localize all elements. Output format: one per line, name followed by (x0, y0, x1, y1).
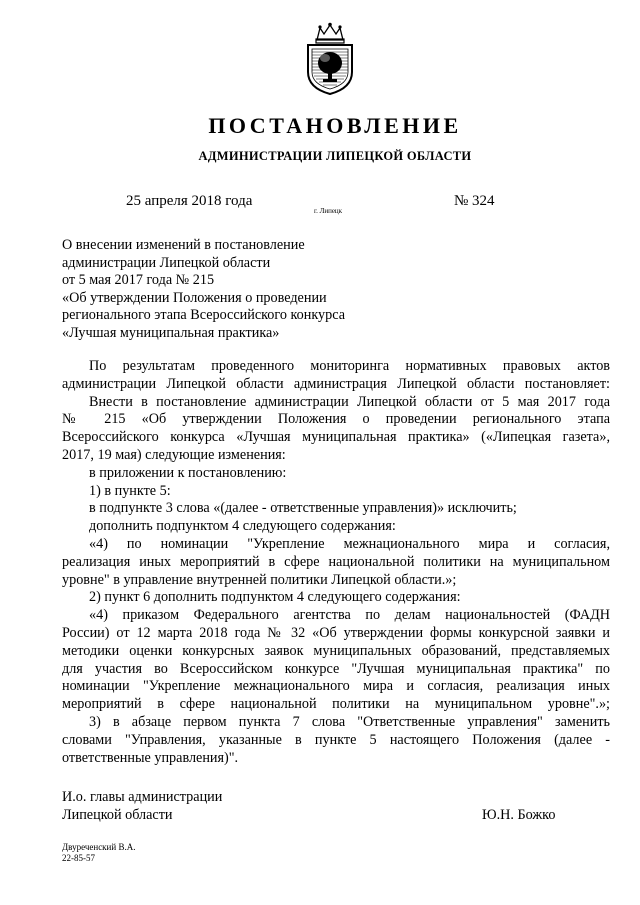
subject-line: администрации Липецкой области (62, 254, 271, 271)
signatory-role-line: Липецкой области (62, 807, 173, 823)
signatory-name: Ю.Н. Божко (482, 807, 556, 823)
body-line: в подпункте 3 слова «(далее - ответственные управления)» исключить; (89, 500, 517, 517)
subject-line: «Об утверждении Положения о проведении (62, 289, 327, 306)
body-line: России) от 12 марта 2018 года № 32 «Об утверждении формы конкурсной заявки и (62, 624, 610, 641)
document-city: г. Липецк (314, 207, 343, 215)
subject-line: от 5 мая 2017 года № 215 (62, 272, 215, 289)
signatory-role-line: И.о. главы администрации (62, 789, 223, 805)
body-line: 3) в абзаце первом пункта 7 слова "Ответственные управления" заменить (89, 713, 610, 730)
document-subject (62, 237, 402, 343)
subject-line: регионального этапа Всероссийского конкурса (62, 307, 345, 324)
body-line: реализация иных мероприятий в сфере национальной политики на муниципальном (62, 553, 610, 570)
body-line: ответственные управления)". (62, 749, 239, 766)
executor-phone: 22-85-57 (62, 853, 95, 863)
document-subtitle: АДМИНИСТРАЦИИ ЛИПЕЦКОЙ ОБЛАСТИ (198, 149, 472, 163)
body-line: Всероссийского конкурса «Лучшая муниципальная практика» («Липецкая газета», (62, 429, 610, 446)
document-title: ПОСТАНОВЛЕНИЕ (208, 113, 462, 138)
body-line: № 215 «Об утверждении Положения о проведении регионального этапа (62, 411, 610, 428)
body-line: «4) по номинации "Укрепление межнационального мира и согласия, (89, 535, 610, 552)
body-line: в приложении к постановлению: (89, 464, 287, 481)
signatory-role (62, 788, 222, 824)
body-line: мероприятий в сфере национальной политики на муниципальном уровне".»; (62, 696, 610, 713)
executor-name: Двуреченский В.А. (62, 842, 136, 852)
body-line: уровне" в управление внутренней политики Липецкой области.»; (62, 571, 457, 588)
body-line: 2) пункт 6 дополнить подпунктом 4 следующего содержания: (89, 589, 461, 606)
document-body (62, 358, 610, 767)
body-line: 1) в пункте 5: (89, 482, 171, 499)
subject-line: О внесении изменений в постановление (62, 237, 305, 253)
lipetsk-coat-of-arms-icon (299, 22, 361, 96)
executor-info (62, 842, 135, 864)
body-line: для участия во Всероссийском конкурсе "Лучшая муниципальная практика" по (62, 660, 610, 677)
body-line: 2017, 19 мая) следующие изменения: (62, 446, 286, 463)
body-line: администрации Липецкой области администрация Липецкой области постановляет: (62, 375, 610, 392)
body-line: По результатам проведенного мониторинга нормативных правовых актов (89, 358, 610, 374)
body-line: словами "Управления, указанные в пункте 5 настоящего Положения (далее - (62, 731, 610, 748)
document-number: № 324 (454, 193, 495, 209)
body-line: дополнить подпунктом 4 следующего содержания: (89, 518, 396, 535)
body-line: Внести в постановление администрации Липецкой области от 5 мая 2017 года (89, 393, 610, 410)
body-line: номинации "Укрепление межнационального мира и согласия, реализация иных (62, 678, 610, 695)
body-line: методики оценки конкурсных заявок муниципальных образований, представляемых (62, 642, 610, 659)
body-line: «4) приказом Федерального агентства по делам национальностей (ФАДН (89, 607, 610, 624)
document-date: 25 апреля 2018 года (126, 193, 253, 209)
subject-line: «Лучшая муниципальная практика» (62, 324, 280, 341)
